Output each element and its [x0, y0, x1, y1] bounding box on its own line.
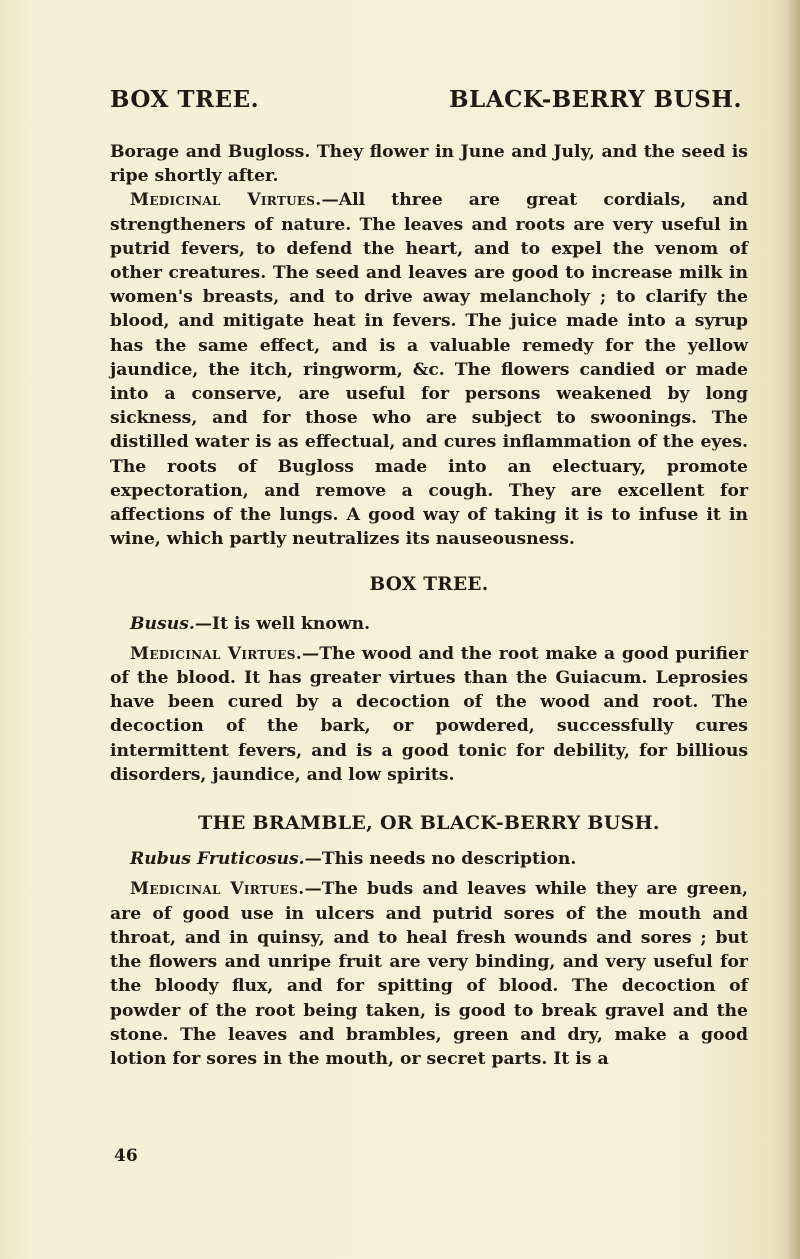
borage-intro-paragraph	[110, 140, 748, 188]
box-tree-intro: —It is well known.	[194, 613, 371, 634]
borage-virtues-label: Medicinal Virtues.	[130, 190, 322, 211]
borage-virtues-text: —All three are great cordials, and strengtheners of nature. The leaves and roots are very useful in putrid fevers, to defend the heart, and to expel the venom of other creatures. The seed and leaves are good to increase milk in women's breasts, and to drive away melancholy ; to clarify the blood, and mitigate heat in fevers. The juice made into a syrup has the same effect, and is a valuable remedy for the yellow jaundice, the itch, ringworm, &c. The flowers candied or made into a conserve, are useful for persons weakened by long sickness, and for those who are subject to swoonings. The distilled water is as effectual, and cures inflammation of the eyes. The roots of Bugloss made into an electuary, promote expectoration, and remove a cough. They are excellent for affections of the lungs. A good way of taking it is to infuse it in wine, which partly neutralizes its nauseousness.	[110, 190, 748, 550]
box-tree-intro-paragraph	[110, 612, 748, 636]
bramble-virtues-paragraph	[110, 877, 748, 1071]
bramble-intro-paragraph	[110, 847, 748, 871]
box-tree-virtues-paragraph	[110, 642, 748, 787]
bramble-virtues-label: Medicinal Virtues.	[130, 879, 305, 900]
header-left: BOX TREE.	[110, 86, 260, 113]
bramble-title: THE BRAMBLE, OR BLACK-BERRY BUSH.	[198, 812, 660, 835]
box-tree-virtues-label: Medicinal Virtues.	[130, 643, 303, 664]
bramble-virtues-text: —The buds and leaves while they are green, are of good use in ulcers and putrid sores of the mouth and throat, and in quinsy, and to heal fresh wounds and sores ; but the flowers and unripe fruit are very binding, and very useful for the bloody flux, and for spitting of blood. The decoction of powder of the root being taken, is good to break gravel and the stone. The leaves and brambles, green and dry, make a good lotion for sores in the mouth, or secret parts. It is a	[110, 879, 748, 1069]
page-number: 46	[114, 1146, 138, 1166]
page-edge-shadow	[786, 0, 800, 1259]
page-body	[110, 140, 748, 1071]
box-tree-latin-name: Busus.	[130, 613, 195, 634]
bramble-intro: —This needs no description.	[304, 849, 577, 870]
header-right: BLACK-BERRY BUSH.	[449, 86, 742, 113]
bramble-latin-name: Rubus Fruticosus.	[130, 849, 305, 870]
running-header	[110, 86, 742, 118]
borage-intro: Borage and Bugloss. They flower in June and July, and the seed is ripe shortly after.	[110, 142, 748, 187]
borage-virtues-paragraph	[110, 188, 748, 551]
box-tree-virtues-text: —The wood and the root make a good purifier of the blood. It has greater virtues than the Guiacum. Leprosies have been cured by a decoction of the wood and root. The decoction of the bark, or powdered, successfully cures intermittent fevers, and is a good tonic for debility, for billious disorders, jaundice, and low spirits.	[110, 643, 748, 785]
box-tree-title: BOX TREE.	[369, 574, 489, 596]
